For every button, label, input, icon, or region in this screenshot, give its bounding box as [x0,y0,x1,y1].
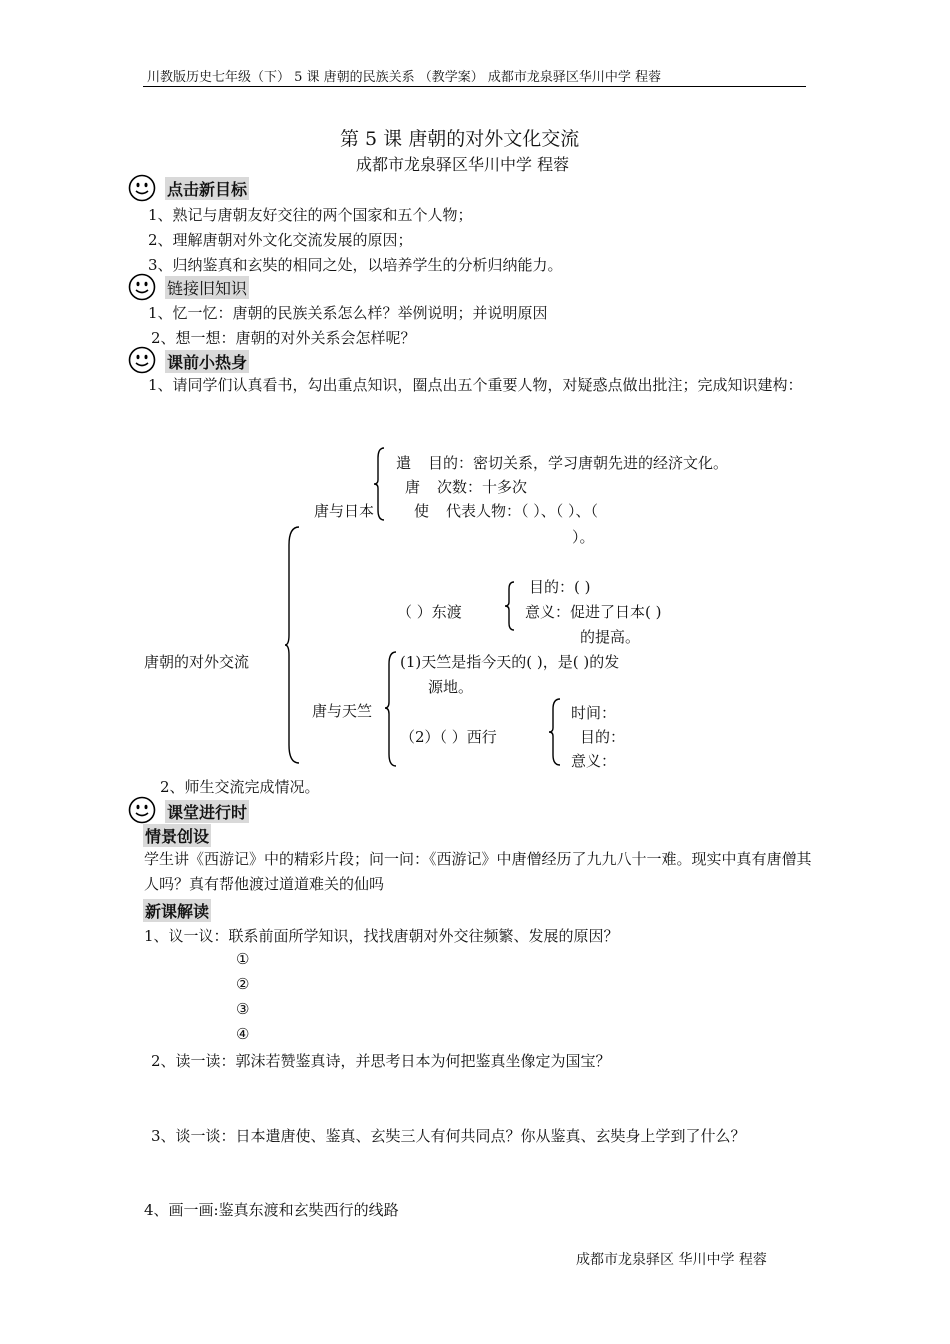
section-title-goals: 点击新目标 [165,177,249,200]
smiley-icon [128,174,156,202]
review-item-1: 1、忆一忆：唐朝的民族关系怎么样？举例说明；并说明原因 [148,304,548,322]
goal-item-2: 2、理解唐朝对外文化交流发展的原因； [148,231,413,249]
section-title-classroom: 课堂进行时 [165,800,249,823]
section-title-review: 链接旧知识 [165,276,249,299]
japan-brace [372,446,386,522]
diagram-qian-2: 唐 [405,478,421,496]
goal-item-1: 1、熟记与唐朝友好交往的两个国家和五个人物； [148,206,473,224]
scene-text: 学生讲《西游记》中的精彩片段；问一问：《西游记》中唐僧经历了九九八十一难。现实中真有唐僧其人吗？真有帮他渡过道道难关的仙吗 [144,850,812,893]
diagram-xixing-time: 时间： [571,704,617,722]
diagram-india: 唐与天竺 [312,702,373,720]
header-divider [143,86,806,87]
india-brace [384,650,398,768]
diagram-india-1: (1)天竺是指今天的( )，是( )的发 [400,653,620,671]
diagram-purpose: 目的：密切关系，学习唐朝先进的经济文化。 [428,454,729,472]
warmup-item-2: 2、师生交流完成情况。 [160,778,320,796]
diagram-reps: 代表人物：（ ）、（ ）、（ [446,502,599,520]
diagram-xixing-purpose: 目的： [580,728,626,746]
diagram-xixing: （2）（ ）西行 [400,728,497,746]
smiley-icon [128,346,156,374]
document-subtitle: 成都市龙泉驿区华川中学 程蓉 [356,155,570,174]
page-footer: 成都市龙泉驿区 华川中学 程蓉 [576,1252,767,1268]
diagram-xixing-meaning: 意义： [571,752,617,770]
diagram-qian-1: 遣 [396,454,412,472]
page-header: 川教版历史七年级（下） 5 课 唐朝的民族关系 （教学案） 成都市龙泉驿区华川中学 程蓉 [147,70,662,85]
smiley-icon [128,796,156,824]
diagram-dongdu-meaning: 意义：促进了日本( ) [525,603,662,621]
smiley-icon [128,273,156,301]
question-1: 1、议一议：联系前面所学知识，找找唐朝对外交往频繁、发展的原因？ [144,927,619,945]
diagram-dongdu-purpose: 目的：( ) [529,578,591,596]
diagram-dongdu: （ ）东渡 [397,603,462,621]
document-title: 第 5 课 唐朝的对外文化交流 [340,128,580,150]
answer-mark-4: ④ [236,1025,250,1043]
diagram-japan: 唐与日本 [314,502,375,520]
main-brace [285,525,305,765]
xixing-brace [548,697,562,767]
diagram-reps-end: ）。 [572,528,595,546]
scene-title: 情景创设 [143,824,211,847]
answer-mark-2: ② [236,975,250,993]
answer-mark-1: ① [236,950,250,968]
new-lesson-title: 新课解读 [143,899,211,922]
warmup-item-1: 1、请同学们认真看书，勾出重点知识，圈点出五个重要人物，对疑惑点做出批注；完成知识建构： [148,376,803,394]
diagram-qian-3: 使 [414,502,430,520]
answer-mark-3: ③ [236,1000,250,1018]
diagram-root: 唐朝的对外交流 [144,653,250,671]
diagram-times: 次数：十多次 [437,478,528,496]
question-4: 4、画一画:鉴真东渡和玄奘西行的线路 [144,1201,399,1219]
question-3: 3、谈一谈：日本遣唐使、鉴真、玄奘三人有何共同点？你从鉴真、玄奘身上学到了什么？ [151,1127,746,1145]
dongdu-brace [504,580,516,632]
review-item-2: 2、想一想：唐朝的对外关系会怎样呢？ [151,329,416,347]
diagram-india-1b: 源地。 [428,678,474,696]
question-2: 2、读一读：郭沫若赞鉴真诗，并思考日本为何把鉴真坐像定为国宝？ [151,1052,611,1070]
section-title-warmup: 课前小热身 [165,350,249,373]
diagram-dongdu-meaning-2: 的提高。 [580,628,641,646]
goal-item-3: 3、归纳鉴真和玄奘的相同之处，以培养学生的分析归纳能力。 [148,256,563,274]
